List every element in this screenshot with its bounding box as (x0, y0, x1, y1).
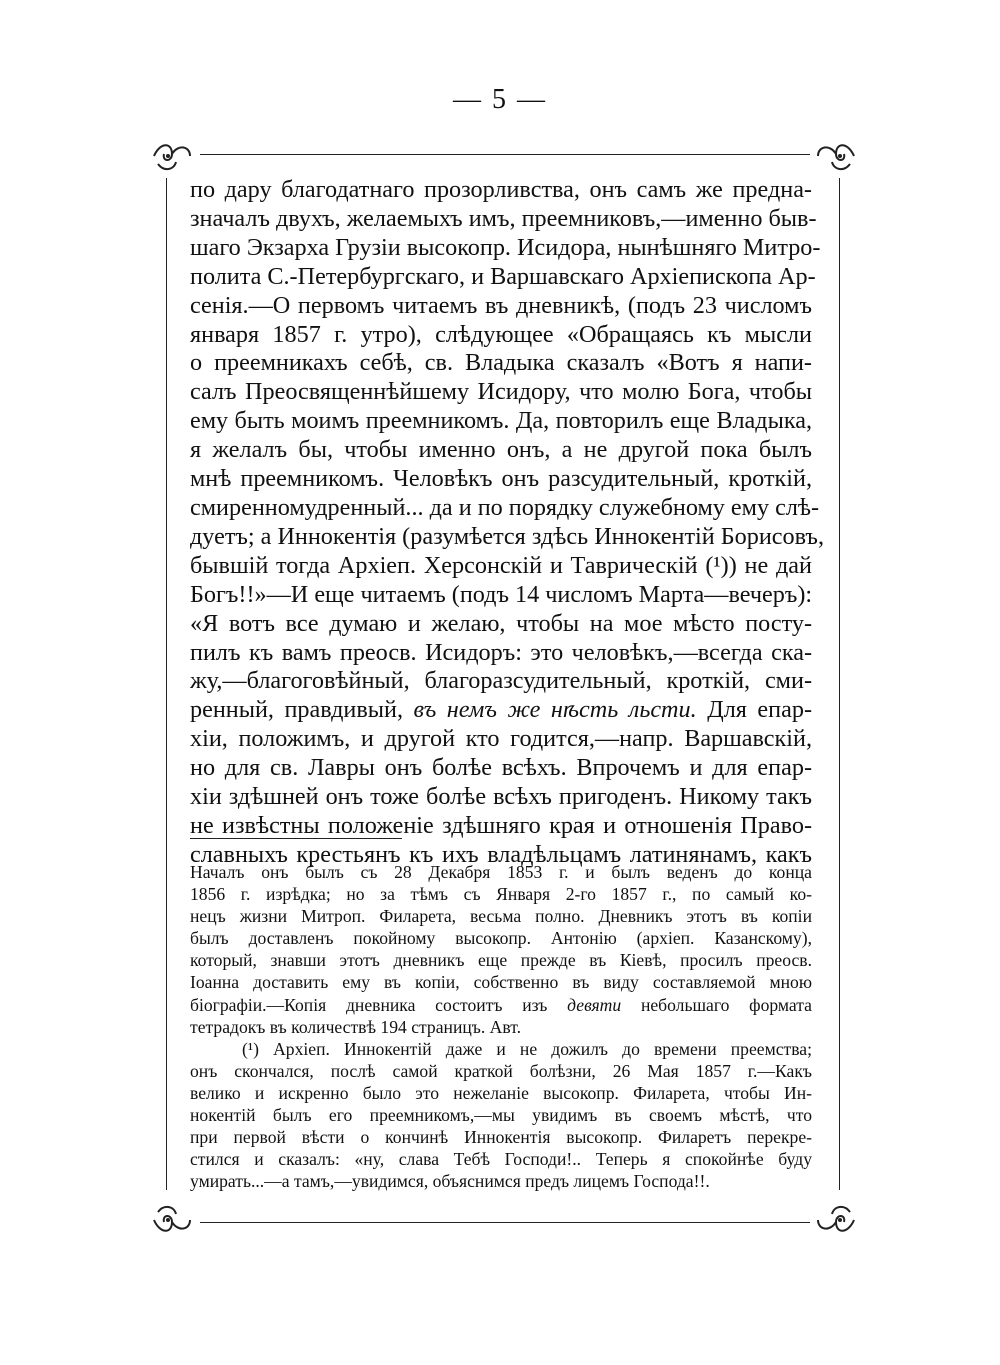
frame-left-rule (166, 178, 167, 1190)
footnote-line-italic (190, 994, 812, 1016)
body-line: «Я вотъ все думаю и желаю, чтобы на мое мѣсто посту- (190, 609, 812, 637)
body-line: смиренномудренный... да и по порядку служебному ему слѣ- (190, 493, 820, 521)
frame-top-rule (200, 154, 810, 155)
body-line: но для св. Лавры онъ болѣе всѣхъ. Впрочемъ и для епар- (190, 754, 812, 782)
footnote-line: при первой вѣсти о кончинѣ Иннокентія высокопр. Филаретъ перекре- (190, 1127, 812, 1148)
ornament-bottom-left-icon (150, 1198, 194, 1242)
footnote-part: небольшаго формата (621, 994, 812, 1015)
footnote-line: Іоанна доставить ему въ копіи, собственно въ виду составляемой мною (190, 972, 812, 993)
footnote-line: 1856 г. изрѣдка; но за тѣмъ съ Января 2-го 1857 г., по самый ко- (190, 884, 812, 905)
body-line: мнѣ преемникомъ. Человѣкъ онъ разсудительный, кроткій, (190, 465, 812, 493)
footnote-line: (¹) Архіеп. Иннокентій даже и не дожилъ до времени преемства; (242, 1038, 812, 1059)
footnote-italic-word: девяти (567, 994, 622, 1015)
body-line: жу,—благоговѣйный, благоразсудительный, кроткій, сми- (190, 667, 812, 695)
footnote-line: нокентій былъ его преемникомъ,—мы увидимъ въ своемъ мѣстѣ, что (190, 1105, 812, 1126)
body-text (190, 176, 824, 870)
body-line: пилъ къ вамъ преосв. Исидоръ: это человѣкъ,—всегда ска- (190, 638, 812, 666)
body-line: значалъ двухъ, желаемыхъ имъ, преемниковъ,—именно быв- (190, 204, 817, 232)
ornament-top-right-icon (814, 134, 858, 178)
footnotes (190, 861, 812, 1192)
body-line: полита С.-Петербургскаго, и Варшавскаго Архіепископа Ар- (190, 262, 816, 290)
body-line: сенія.—О первомъ читаемъ въ дневникѣ, (подъ 23 числомъ (190, 291, 812, 319)
page-number: — 5 — (453, 84, 547, 115)
body-line: хіи, положимъ, и другой кто годится,—напр. Варшавскій, (190, 725, 812, 753)
ornament-top-left-icon (150, 134, 194, 178)
body-line: славныхъ крестьянъ къ ихъ владѣльцамъ латинянамъ, какъ (190, 840, 812, 868)
body-line: по дару благодатнаго прозорливства, онъ самъ же предна- (190, 176, 812, 203)
footnote-line: нецъ жизни Митроп. Филарета, весьма полно. Дневникъ этотъ въ копіи (190, 906, 812, 927)
frame-right-rule (839, 178, 840, 1190)
body-line: января 1857 г. утро), слѣдующее «Обращаясь къ мысли (190, 320, 812, 348)
body-line: ему быть моимъ преемникомъ. Да, повторилъ еще Владыка, (190, 407, 812, 435)
body-line-italic (190, 696, 812, 725)
body-line: бывшій тогда Архіеп. Херсонскій и Таврическій (¹)) не дай (190, 551, 812, 579)
body-line-part: Для епар- (696, 696, 812, 724)
footnote-part: біографіи.—Копія дневника состоитъ изъ (190, 994, 568, 1015)
footnote-line: велико и искренно было это нежеланіе высокопр. Филарета, чтобы Ин- (190, 1082, 812, 1103)
frame-bottom-rule (200, 1222, 810, 1223)
body-line: я желалъ бы, чтобы именно онъ, а не другой пока былъ (190, 436, 812, 464)
body-line: хіи здѣшней онъ тоже болѣе всѣхъ пригоденъ. Никому такъ (190, 783, 812, 811)
footnote-rule (190, 838, 402, 839)
body-line: шаго Экзарха Грузіи высокопр. Исидора, нынѣшняго Митро- (190, 233, 821, 261)
body-line: салъ Преосвященнѣйшему Исидору, что молю Бога, чтобы (190, 378, 812, 406)
body-line: не извѣстны положеніе здѣшняго края и отношенія Право- (190, 811, 812, 839)
body-line: Богъ!!»—И еще читаемъ (подъ 14 числомъ Марта—вечеръ): (190, 580, 813, 608)
ornament-bottom-right-icon (814, 1198, 858, 1242)
footnote-line: Началъ онъ былъ съ 28 Декабря 1853 г. и былъ веденъ до конца (190, 862, 812, 882)
footnote-line: былъ доставленъ покойному высокопр. Антонію (архіеп. Казанскому), (190, 928, 812, 949)
body-line-part: ренный, правдивый, (190, 696, 414, 724)
footnote-line: онъ скончался, послѣ самой краткой болѣзни, 26 Мая 1857 г.—Какъ (190, 1060, 812, 1081)
footnote-line: который, знавши этотъ дневникъ еще прежде въ Кіевѣ, просилъ преосв. (190, 950, 812, 971)
body-line: дуетъ; а Иннокентія (разумѣется здѣсь Иннокентій Борисовъ, (190, 522, 824, 550)
footnote-line: умирать...—а тамъ,—увидимся, объяснимся предъ лицемъ Господа!!. (190, 1171, 710, 1192)
footnote-line: стился и сказалъ: «ну, слава Тебѣ Господи!.. Теперь я спокойнѣе буду (190, 1149, 812, 1170)
body-line: о преемникахъ себѣ, св. Владыка сказалъ «Вотъ я напи- (190, 349, 812, 377)
footnote-line: тетрадокъ въ количествѣ 194 страницъ. Авт. (190, 1016, 522, 1037)
body-italic-quote: въ немъ же нѣсть льсти. (413, 696, 697, 724)
